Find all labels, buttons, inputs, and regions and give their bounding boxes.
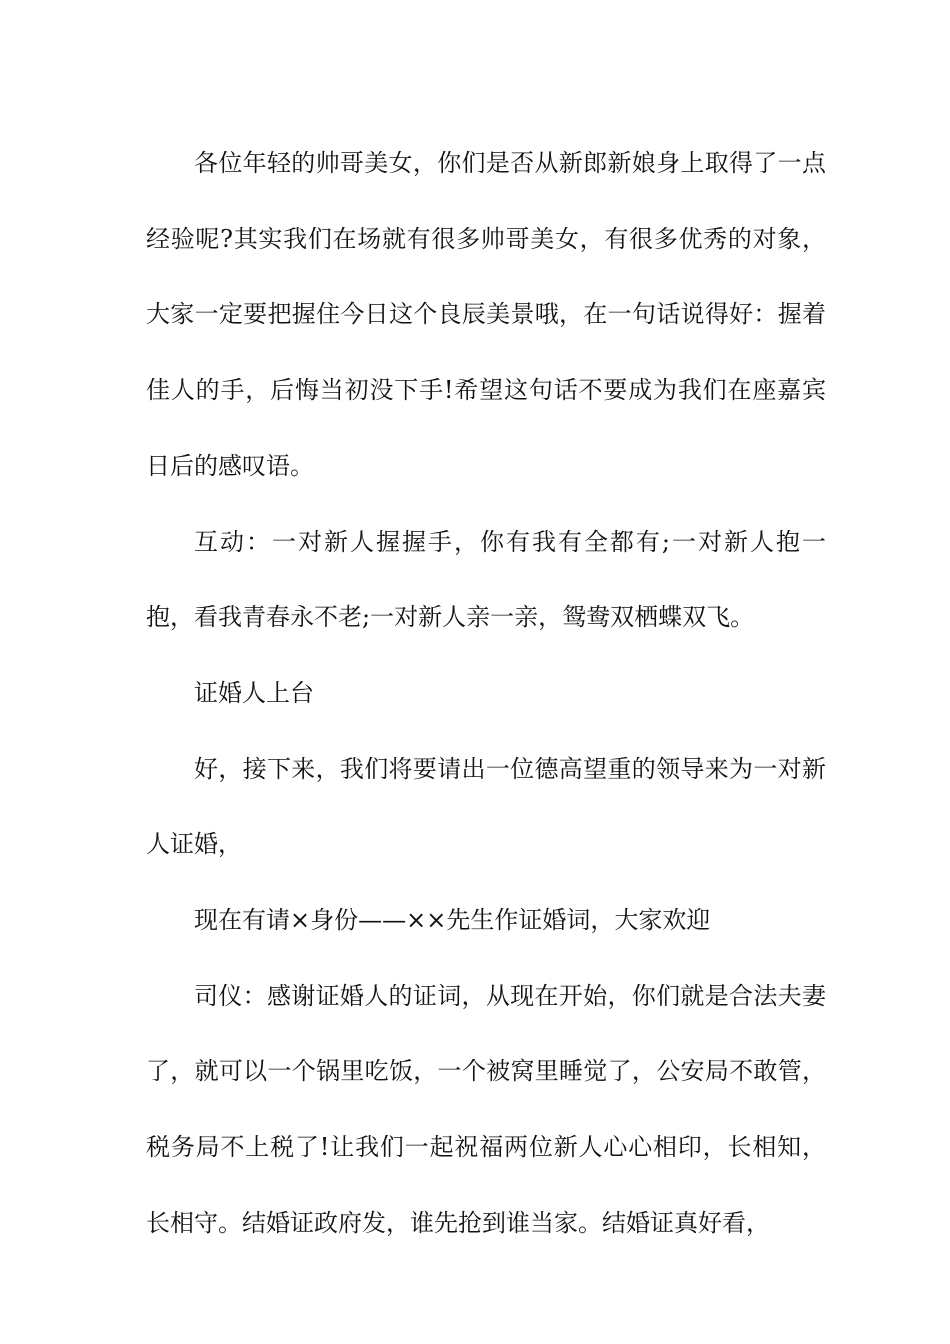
paragraph-witness-intro: 好，接下来，我们将要请出一位德高望重的领导来为一对新人证婚， [146, 754, 826, 859]
paragraph-interaction: 互动：一对新人握握手，你有我有全都有;一对新人抱一抱，看我青春永不老;一对新人亲一亲，鸳鸯双栖蝶双飞。 [146, 527, 826, 632]
paragraph-host-speech: 司仪：感谢证婚人的证词，从现在开始，你们就是合法夫妻了，就可以一个锅里吃饭，一个被窝里睡觉了，公安局不敢管，税务局不上税了!让我们一起祝福两位新人心心相印，长相知，长相守。结婚证政府发，谁先抢到谁当家。结婚证真好看， [146, 981, 826, 1237]
paragraph-witness-heading: 证婚人上台 [194, 678, 314, 707]
paragraph-advice: 各位年轻的帅哥美女，你们是否从新郎新娘身上取得了一点经验呢?其实我们在场就有很多帅哥美女，有很多优秀的对象，大家一定要把握住今日这个良辰美景哦，在一句话说得好：握着佳人的手，后悔当初没下手!希望这句话不要成为我们在座嘉宾日后的感叹语。 [146, 149, 826, 480]
document-body [146, 126, 826, 1262]
paragraph-witness-invite: 现在有请×身份——××先生作证婚词，大家欢迎 [194, 906, 711, 935]
